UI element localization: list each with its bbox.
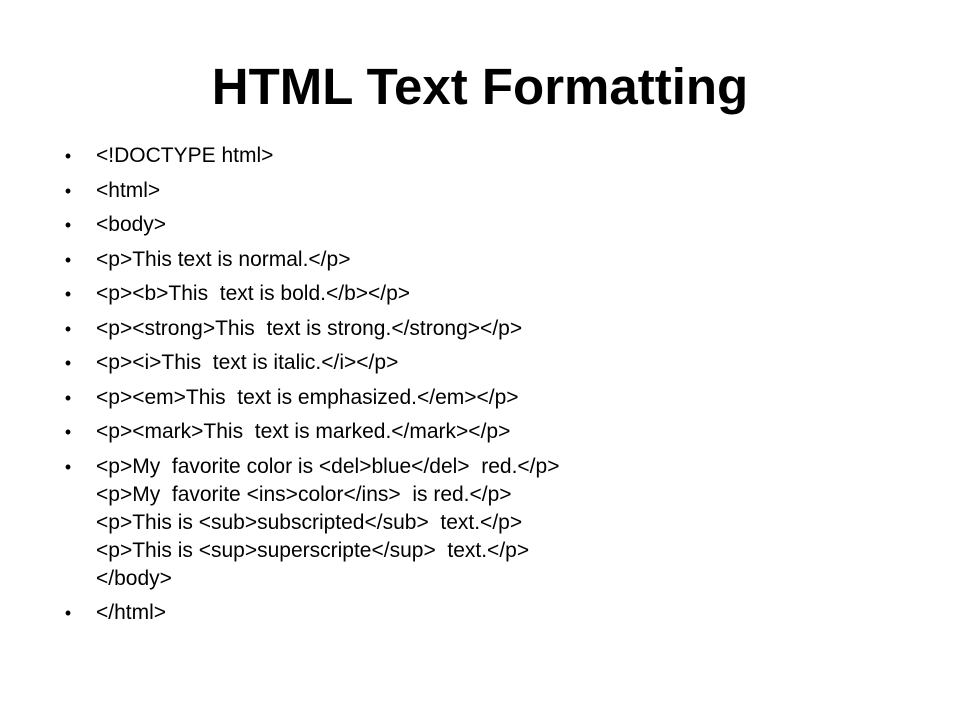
slide-title: HTML Text Formatting xyxy=(211,58,749,115)
bullet-line: <p>My favorite <ins>color</ins> is red.</p> xyxy=(96,482,512,506)
bullet-item xyxy=(0,211,960,239)
bullet-line: <p>This is <sub>subscripted</sub> text.</p> xyxy=(96,510,523,534)
bullet-dot: • xyxy=(64,353,72,373)
bullet-text: <p><i>This text is italic.</i></p> xyxy=(96,351,399,374)
bullet-item xyxy=(0,599,960,627)
bullet-line: </body> xyxy=(96,566,172,590)
bullet-text: <!DOCTYPE html> xyxy=(96,144,274,167)
bullet-item xyxy=(0,246,960,274)
bullet-item xyxy=(0,315,960,343)
bullet-text: </html> xyxy=(96,601,167,624)
bullet-item xyxy=(0,280,960,308)
bullet-dot: • xyxy=(64,603,72,623)
bullet-dot: • xyxy=(64,146,72,166)
bullet-dot: • xyxy=(64,422,72,442)
bullet-text: <p><strong>This text is strong.</strong></p> xyxy=(96,316,523,340)
bullet-line: <p>My favorite color is <del>blue</del> red.</p> xyxy=(96,454,560,478)
bullet-line: <p>This is <sup>superscripte</sup> text.</p> xyxy=(96,538,530,562)
bullet-text: <p>This text is normal.</p> xyxy=(96,247,351,271)
bullet-list xyxy=(0,142,960,634)
bullet-text: <p><mark>This text is marked.</mark></p> xyxy=(96,420,511,443)
bullet-dot: • xyxy=(64,456,72,477)
bullet-dot: • xyxy=(64,387,72,408)
bullet-item xyxy=(0,349,960,377)
bullet-item xyxy=(0,142,960,170)
bullet-dot: • xyxy=(64,215,72,235)
bullet-item xyxy=(0,418,960,446)
bullet-dot: • xyxy=(64,318,72,339)
bullet-item xyxy=(0,384,960,412)
bullet-dot: • xyxy=(64,249,72,270)
bullet-text: <p><b>This text is bold.</b></p> xyxy=(96,282,411,305)
bullet-dot: • xyxy=(64,284,72,304)
bullet-item-multiline xyxy=(0,453,960,593)
bullet-text: <html> xyxy=(96,178,161,202)
bullet-text: <body> xyxy=(96,213,167,236)
bullet-text: <p><em>This text is emphasized.</em></p> xyxy=(96,385,519,409)
bullet-item xyxy=(0,177,960,205)
bullet-dot: • xyxy=(64,180,72,201)
